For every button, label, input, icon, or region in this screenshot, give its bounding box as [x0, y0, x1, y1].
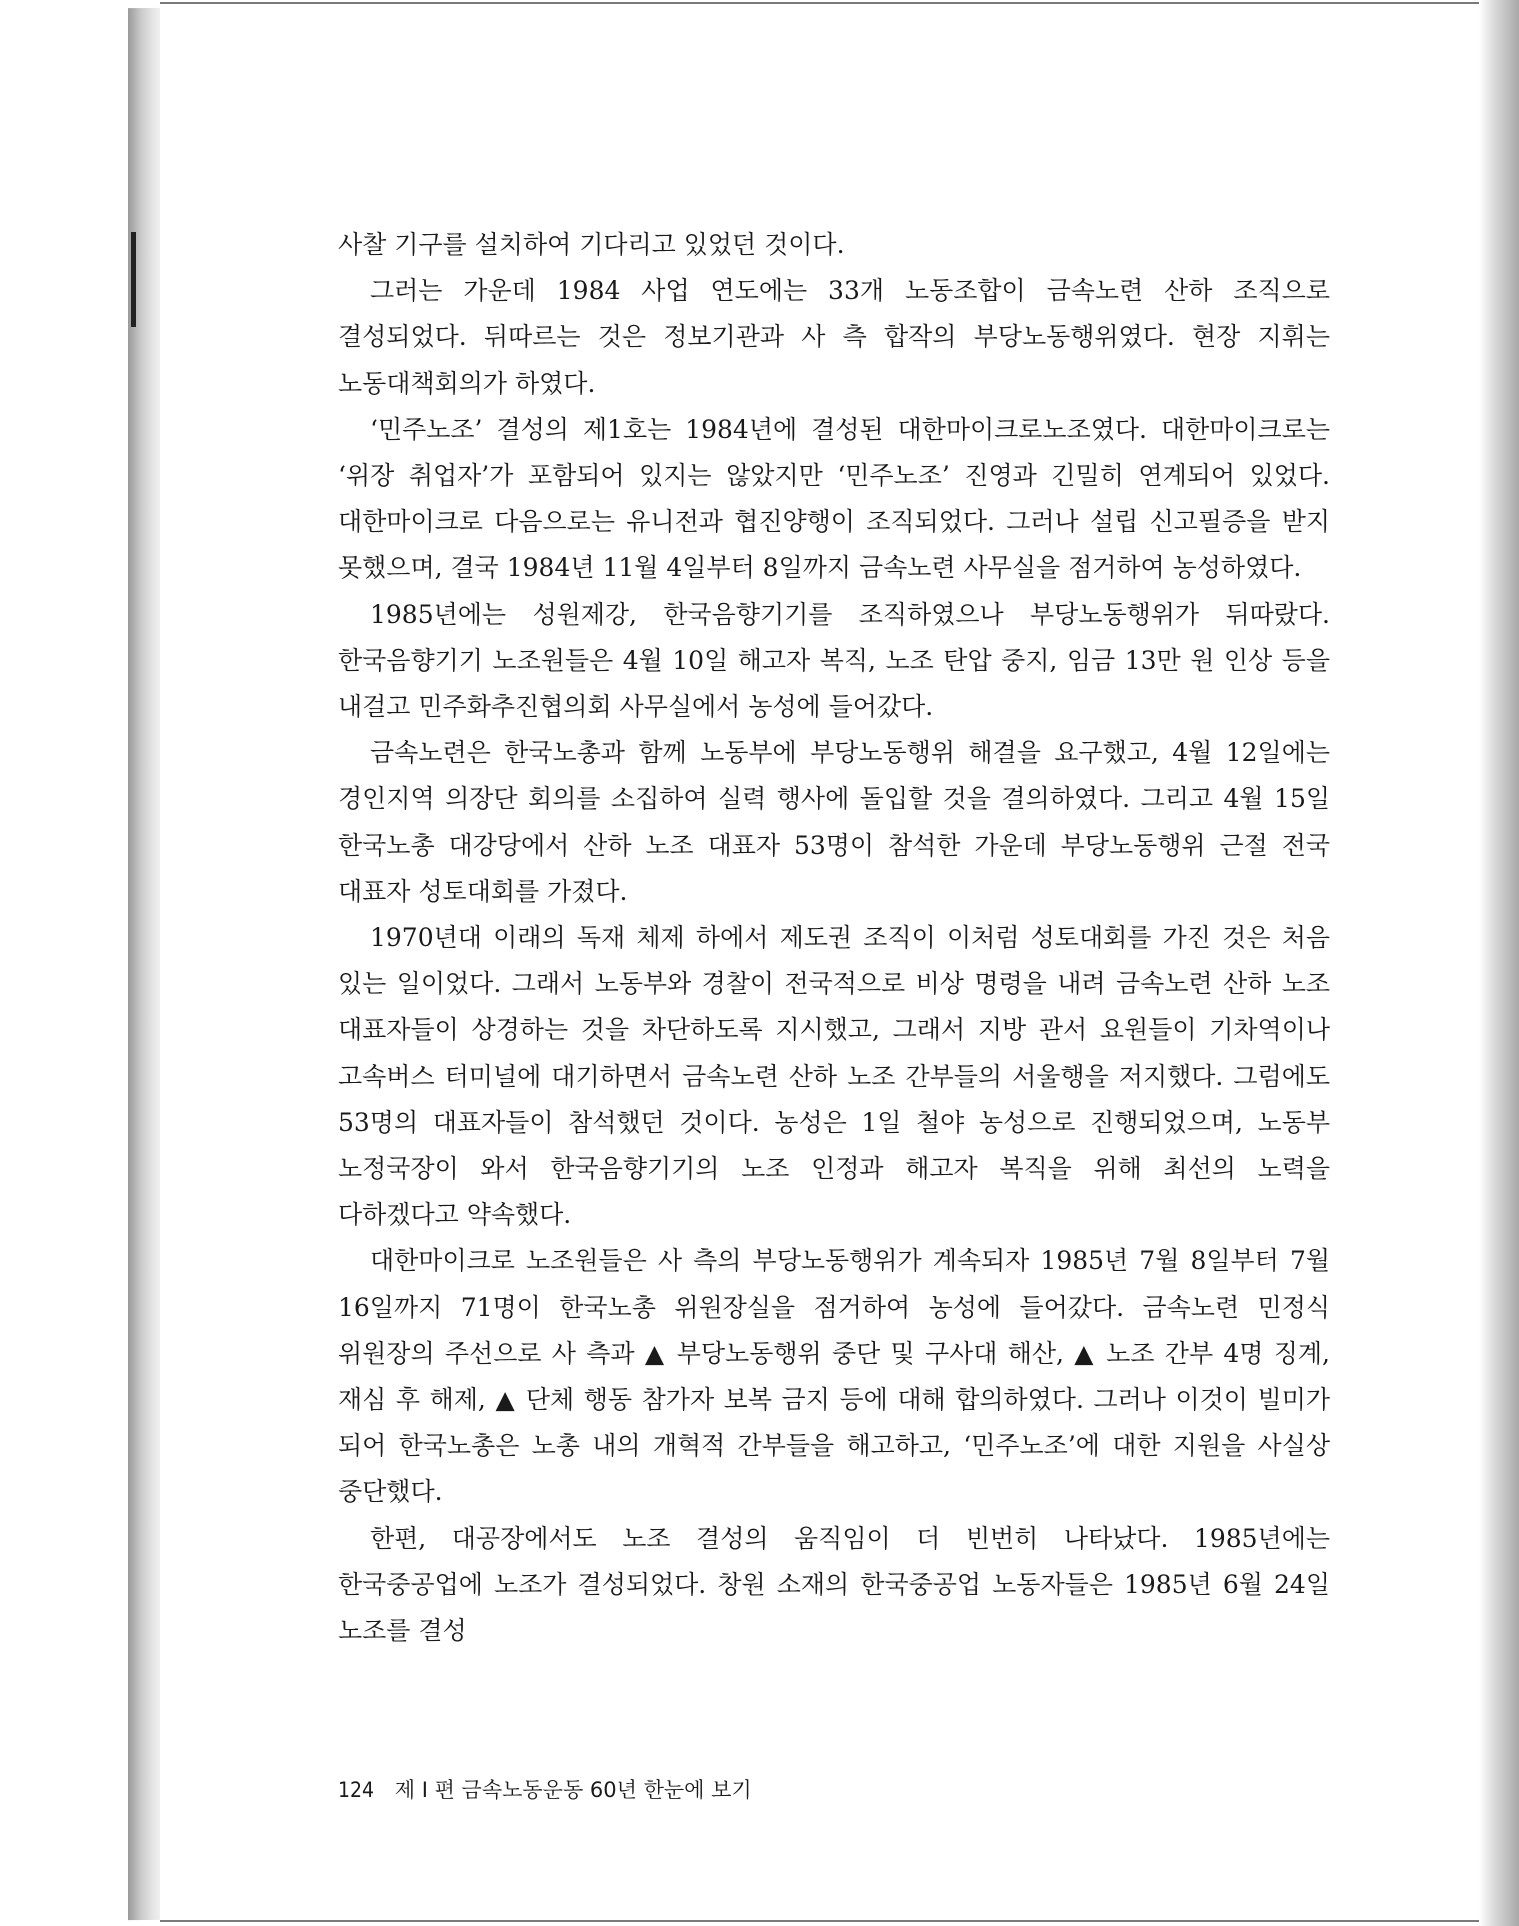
paragraph-1: 사찰 기구를 설치하여 기다리고 있었던 것이다.: [338, 230, 845, 259]
paragraph-4: 1985년에는 성원제강, 한국음향기기를 조직하였으나 부당노동행위가 뒤따랐다. 한국음향기기 노조원들은 4월 10일 해고자 복직, 노조 탄압 중지, 임금 13만 원 인상 등을 내걸고 민주화추진협의회 사무실에서 농성에 들어갔다.: [338, 599, 1330, 722]
page-footer: [338, 1774, 752, 1804]
page-shadow: [1479, 0, 1519, 1926]
paragraph-2: 그러는 가운데 1984 사업 연도에는 33개 노동조합이 금속노련 산하 조직으로 결성되었다. 뒤따르는 것은 정보기관과 사 측 합작의 부당노동행위였다. 현장 지휘는 노동대책회의가 하였다.: [338, 276, 1330, 398]
paragraph-3: ‘민주노조’ 결성의 제1호는 1984년에 결성된 대한마이크로노조였다. 대한마이크로는 ‘위장 취업자’가 포함되어 있지는 않았지만 ‘민주노조’ 진영과 긴밀히 연계되어 있었다. 대한마이크로 다음으로는 유니전과 협진양행이 조직되었다. 그러나 설립 신고필증을 받지 못했으며, 결국 1984년 11월 4일부터 8일까지 금속노련 사무실을 점거하여 농성하였다.: [338, 414, 1330, 583]
paragraph-7: 대한마이크로 노조원들은 사 측의 부당노동행위가 계속되자 1985년 7월 8일부터 7월 16일까지 71명이 한국노총 위원장실을 점거하여 농성에 들어갔다. 금속노련 민정식 위원장의 주선으로 사 측과 ▲ 부당노동행위 중단 및 구사대 해산, ▲ 노조 간부 4명 징계, 재심 후 해제, ▲ 단체 행동 참가자 보복 금지 등에 대해 합의하였다. 그러나 이것이 빌미가 되어 한국노총은 노총 내의 개혁적 간부들을 해고하고, ‘민주노조’에 대한 지원을 사실상 중단했다.: [338, 1246, 1330, 1507]
section-title: 제 I 편 금속노동운동 60년 한눈에 보기: [394, 1778, 752, 1802]
paragraph-8: 한편, 대공장에서도 노조 결성의 움직임이 더 빈번히 나타났다. 1985년에는 한국중공업에 노조가 결성되었다. 창원 소재의 한국중공업 노동자들은 1985년 6월 24일 노조를 결성: [338, 1523, 1330, 1646]
page-number: 124: [338, 1778, 375, 1802]
body-text: [338, 222, 1330, 1654]
paragraph-5: 금속노련은 한국노총과 함께 노동부에 부당노동행위 해결을 요구했고, 4월 12일에는 경인지역 의장단 회의를 소집하여 실력 행사에 돌입할 것을 결의하였다. 그리고 4월 15일 한국노총 대강당에서 산하 노조 대표자 53명이 참석한 가운데 부당노동행위 근절 전국 대표자 성토대회를 가졌다.: [338, 738, 1330, 906]
paragraph-6: 1970년대 이래의 독재 체제 하에서 제도권 조직이 이처럼 성토대회를 가진 것은 처음 있는 일이었다. 그래서 노동부와 경찰이 전국적으로 비상 명령을 내려 금속노련 산하 노조 대표자들이 상경하는 것을 차단하도록 지시했고, 그래서 지방 관서 요원들이 기차역이나 고속버스 터미널에 대기하면서 금속노련 산하 노조 간부들의 서울행을 저지했다. 그럼에도 53명의 대표자들이 참석했던 것이다. 농성은 1일 철야 농성으로 진행되었으며, 노동부 노정국장이 와서 한국음향기기의 노조 인정과 해고자 복직을 위해 최선의 노력을 다하겠다고 약속했다.: [338, 923, 1330, 1230]
spine-mark: [131, 232, 136, 327]
